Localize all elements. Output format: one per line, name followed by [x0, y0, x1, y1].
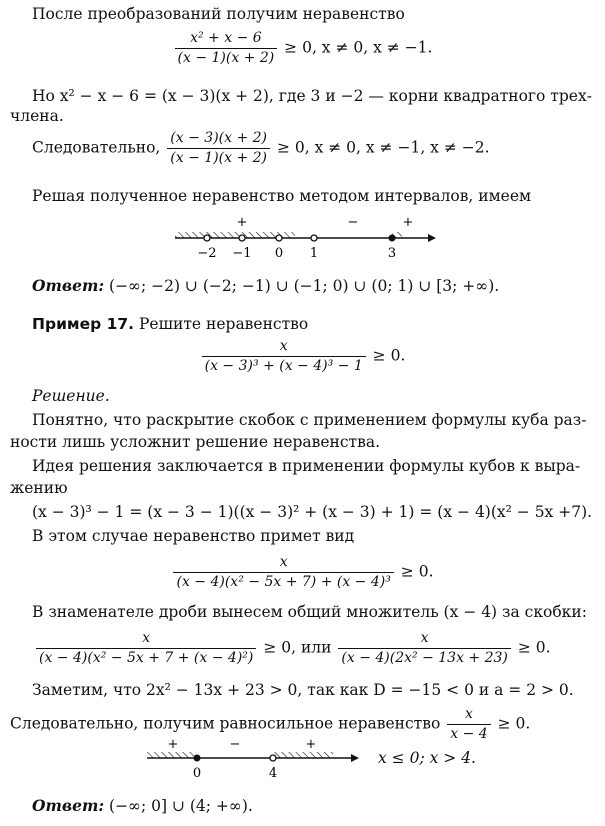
example-heading	[32, 314, 308, 334]
tick-label: −2	[197, 246, 217, 261]
lead-text: Следовательно, получим равносильное неравенство	[10, 714, 441, 733]
formula-line: (x − 3)³ − 1 = (x − 3 − 1)((x − 3)² + (x − 3) + 1) = (x − 4)(x² − 5x +7).	[32, 503, 593, 521]
inequality-tail: ≥ 0.	[517, 638, 551, 657]
lead-text: Следовательно,	[32, 138, 161, 157]
inequality-5	[34, 630, 551, 667]
inequality-3	[0, 338, 605, 375]
fraction-numerator: (x − 3)(x + 2)	[167, 130, 270, 149]
answer-text: (−∞; −2) ∪ (−2; −1) ∪ (−1; 0) ∪ (0; 1) ∪ [3; +∞).	[109, 277, 500, 295]
axis-arrow	[351, 754, 359, 762]
filled-point	[194, 755, 201, 762]
text-line: В знаменателе дроби вынесем общий множитель (x − 4) за скобки:	[32, 603, 587, 621]
tick-label: 4	[268, 766, 278, 781]
inequality-tail: ≥ 0, x ≠ 0, x ≠ −1, x ≠ −2.	[276, 138, 490, 157]
answer-line	[32, 796, 253, 816]
answer-text: (−∞; 0] ∪ (4; +∞).	[109, 797, 253, 815]
open-point	[204, 235, 210, 241]
answer-line	[32, 276, 499, 296]
inequality-1	[0, 30, 605, 67]
fraction	[36, 630, 256, 667]
fraction-denominator: (x − 3)³ + (x − 4)³ − 1	[204, 358, 363, 374]
fraction-denominator: (x − 4)(x² − 5x + 7) + (x − 4)³	[176, 574, 391, 590]
inequality-tail: ≥ 0.	[400, 562, 434, 581]
hatched-region	[147, 752, 197, 758]
inequality-tail: ≥ 0.	[497, 714, 531, 733]
text-line: После преобразований получим неравенство	[32, 5, 405, 23]
filled-point	[389, 235, 396, 242]
tick-label: −1	[232, 246, 252, 261]
example-title: Пример 17.	[32, 315, 135, 333]
text-line: Понятно, что раскрытие скобок с применением формулы куба раз-	[32, 411, 587, 429]
tick-label: 1	[309, 246, 319, 261]
fraction-denominator: (x − 1)(x + 2)	[177, 50, 275, 66]
axis-arrow	[428, 234, 436, 242]
fraction-numerator: x² + x − 6	[175, 30, 278, 49]
fraction	[338, 630, 510, 667]
fraction-numerator: x	[202, 338, 366, 357]
sign-label: +	[236, 215, 248, 230]
tick-label: 0	[274, 246, 284, 261]
inequality-tail: ≥ 0, x ≠ 0, x ≠ −1.	[284, 38, 433, 57]
open-point	[311, 235, 317, 241]
sign-label: −	[229, 737, 241, 752]
example-task: Решите неравенство	[139, 315, 309, 333]
open-point	[239, 235, 245, 241]
tick-label: 0	[192, 766, 202, 781]
fraction-denominator: (x − 4)(x² − 5x + 7 + (x − 4)²)	[39, 650, 254, 666]
open-point	[276, 235, 282, 241]
fraction	[202, 338, 366, 375]
open-point	[270, 755, 276, 761]
text-line: Решая полученное неравенство методом интервалов, имеем	[32, 187, 532, 205]
sign-label: +	[167, 737, 179, 752]
fraction-denominator: (x − 1)(x + 2)	[170, 150, 268, 166]
text-line: В этом случае неравенство примет вид	[32, 527, 355, 545]
answer-label: Ответ:	[32, 276, 105, 295]
fraction-numerator: x	[338, 630, 510, 649]
fraction-denominator: x − 4	[450, 726, 488, 742]
fraction	[447, 706, 490, 743]
tick-label: 3	[387, 246, 397, 261]
inequality-2	[32, 130, 490, 167]
result-text: x ≤ 0; x > 4.	[378, 749, 476, 767]
answer-label: Ответ:	[32, 796, 105, 815]
text-line: жению	[10, 479, 68, 497]
fraction	[167, 130, 270, 167]
inequality-4	[0, 554, 605, 591]
sign-label: −	[347, 215, 359, 230]
text-line: Но x² − x − 6 = (x − 3)(x + 2), где 3 и −2 — корни квадратного трех-	[32, 87, 592, 105]
sign-label: +	[402, 215, 414, 230]
fraction-numerator: x	[173, 554, 393, 573]
fraction-denominator: (x − 4)(2x² − 13x + 23)	[341, 650, 508, 666]
sign-label: +	[305, 737, 317, 752]
text-line: ности лишь усложнит решение неравенства.	[10, 433, 381, 451]
inequality-tail: ≥ 0.	[372, 346, 406, 365]
text-line: Идея решения заключается в применении формулы кубов к выра-	[32, 457, 581, 475]
hatched-region	[273, 752, 333, 758]
number-line-2	[145, 736, 365, 784]
inequality-tail: ≥ 0, или	[263, 638, 332, 657]
text-line: Заметим, что 2x² − 13x + 23 > 0, так как D = −15 < 0 и a = 2 > 0.	[32, 681, 574, 699]
fraction-numerator: x	[36, 630, 256, 649]
number-line-1	[170, 210, 440, 262]
fraction-numerator: x	[447, 706, 490, 725]
solution-label: Решение.	[32, 387, 110, 405]
text-line: члена.	[10, 107, 64, 125]
fraction	[175, 30, 278, 67]
fraction	[173, 554, 393, 591]
